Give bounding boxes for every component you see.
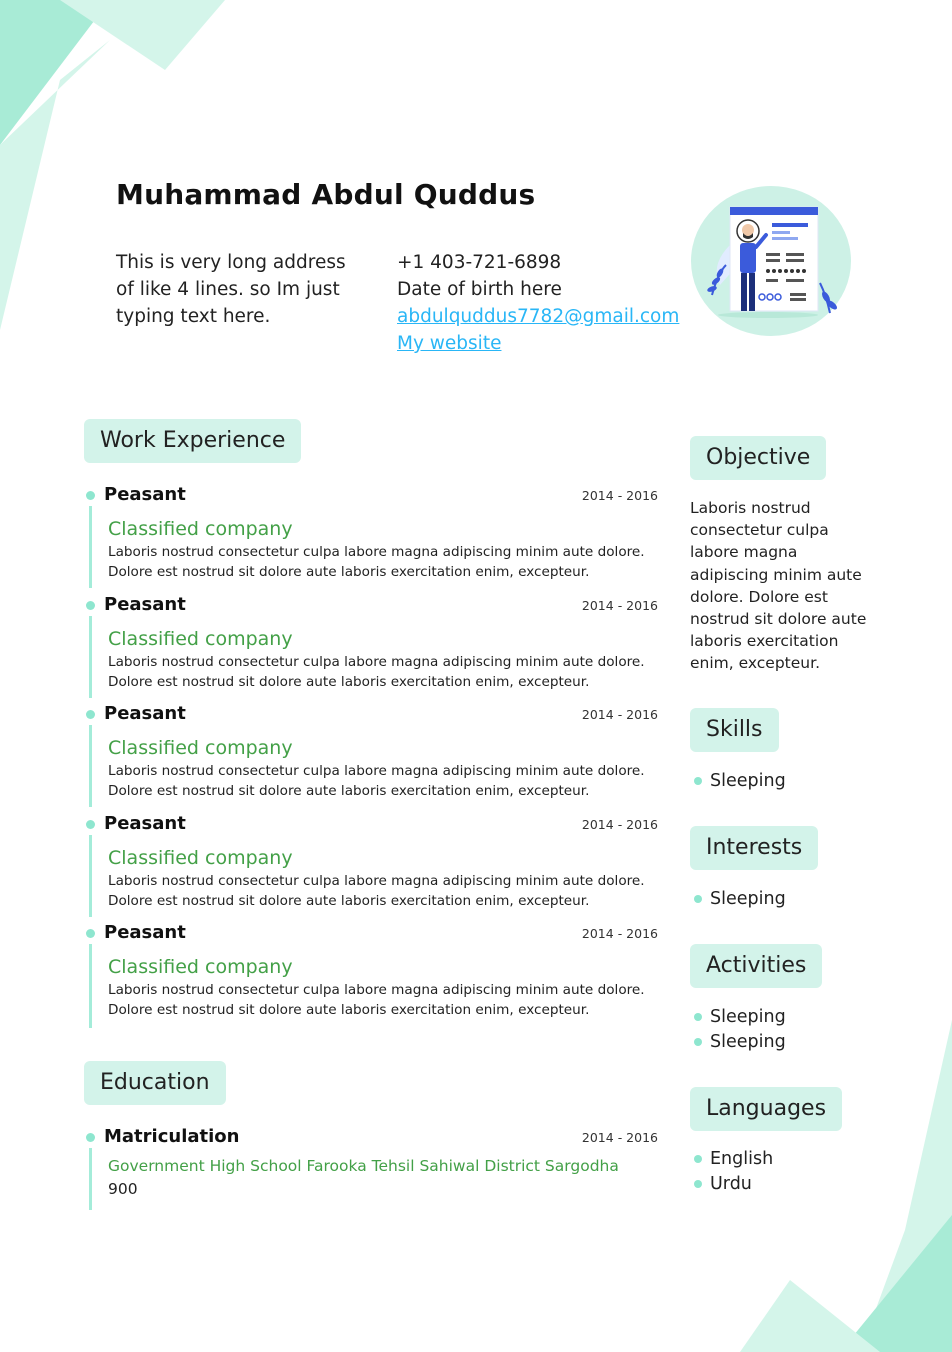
timeline-bar (89, 1148, 92, 1210)
profile-illustration (690, 185, 852, 337)
job-dates: 2014 - 2016 (581, 926, 658, 941)
timeline-dot (86, 491, 95, 500)
job-company: Classified company (108, 518, 293, 540)
job-description: Laboris nostrud consectetur culpa labore magna adipiscing minim aute dolore. Dolore est nostrud sit dolore aute laboris exercitation enim, excepteur. (108, 873, 645, 909)
skill-item: Sleeping (692, 769, 786, 794)
section-heading-education: Education (84, 1061, 226, 1105)
job-description: Laboris nostrud consectetur culpa labore magna adipiscing minim aute dolore. Dolore est nostrud sit dolore aute laboris exercitation enim, excepteur. (108, 763, 645, 799)
job-title: Peasant (104, 484, 186, 505)
activity-item: Sleeping (692, 1030, 786, 1055)
job-company: Classified company (108, 628, 293, 650)
timeline-dot (86, 601, 95, 610)
job-dates: 2014 - 2016 (581, 598, 658, 613)
section-heading-skills: Skills (690, 708, 779, 752)
education-title: Matriculation (104, 1126, 240, 1147)
date-of-birth: Date of birth here (397, 279, 562, 300)
timeline-dot (86, 710, 95, 719)
language-item: Urdu (692, 1172, 773, 1197)
timeline-bar (89, 835, 92, 917)
address: This is very long address of like 4 lines. so Im just typing text here. (116, 252, 346, 327)
job-dates: 2014 - 2016 (581, 707, 658, 722)
section-heading-objective: Objective (690, 436, 826, 480)
education-dates: 2014 - 2016 (581, 1130, 658, 1145)
interest-item: Sleeping (692, 887, 786, 912)
job-company: Classified company (108, 956, 293, 978)
job-dates: 2014 - 2016 (581, 817, 658, 832)
website-link[interactable]: My website (397, 333, 502, 354)
section-heading-activities: Activities (690, 944, 822, 988)
work-item (86, 594, 658, 702)
work-item (86, 922, 658, 1030)
timeline-dot (86, 820, 95, 829)
job-title: Peasant (104, 813, 186, 834)
email-link[interactable]: abdulquddus7782@gmail.com (397, 306, 680, 327)
education-school: Government High School Farooka Tehsil Sahiwal District Sargodha (108, 1157, 619, 1175)
activities-list (692, 1005, 786, 1054)
work-item (86, 703, 658, 811)
work-item (86, 484, 658, 592)
job-company: Classified company (108, 737, 293, 759)
contact-block (397, 249, 679, 357)
phone-number: +1 403-721-6898 (397, 252, 562, 273)
language-item: English (692, 1147, 773, 1172)
section-heading-work-experience: Work Experience (84, 419, 301, 463)
timeline-bar (89, 616, 92, 698)
job-description: Laboris nostrud consectetur culpa labore magna adipiscing minim aute dolore. Dolore est nostrud sit dolore aute laboris exercitation enim, excepteur. (108, 654, 645, 690)
timeline-bar (89, 725, 92, 807)
activity-item: Sleeping (692, 1005, 786, 1030)
objective-text: Laboris nostrud consectetur culpa labore magna adipiscing minim aute dolore. Dolore est nostrud sit dolore aute laboris exercitation enim, excepteur. (690, 499, 867, 673)
job-title: Peasant (104, 594, 186, 615)
job-description: Laboris nostrud consectetur culpa labore magna adipiscing minim aute dolore. Dolore est nostrud sit dolore aute laboris exercitation enim, excepteur. (108, 544, 645, 580)
timeline-bar (89, 944, 92, 1028)
education-score: 900 (108, 1180, 138, 1198)
timeline-dot (86, 1133, 95, 1142)
timeline-dot (86, 929, 95, 938)
job-title: Peasant (104, 703, 186, 724)
job-description: Laboris nostrud consectetur culpa labore magna adipiscing minim aute dolore. Dolore est nostrud sit dolore aute laboris exercitation enim, excepteur. (108, 982, 645, 1018)
work-item (86, 813, 658, 921)
candidate-name: Muhammad Abdul Quddus (116, 178, 536, 211)
section-heading-interests: Interests (690, 826, 818, 870)
timeline-bar (89, 506, 92, 588)
job-company: Classified company (108, 847, 293, 869)
languages-list (692, 1147, 773, 1196)
skills-list (692, 769, 786, 794)
job-dates: 2014 - 2016 (581, 488, 658, 503)
job-title: Peasant (104, 922, 186, 943)
section-heading-languages: Languages (690, 1087, 842, 1131)
interests-list (692, 887, 786, 912)
